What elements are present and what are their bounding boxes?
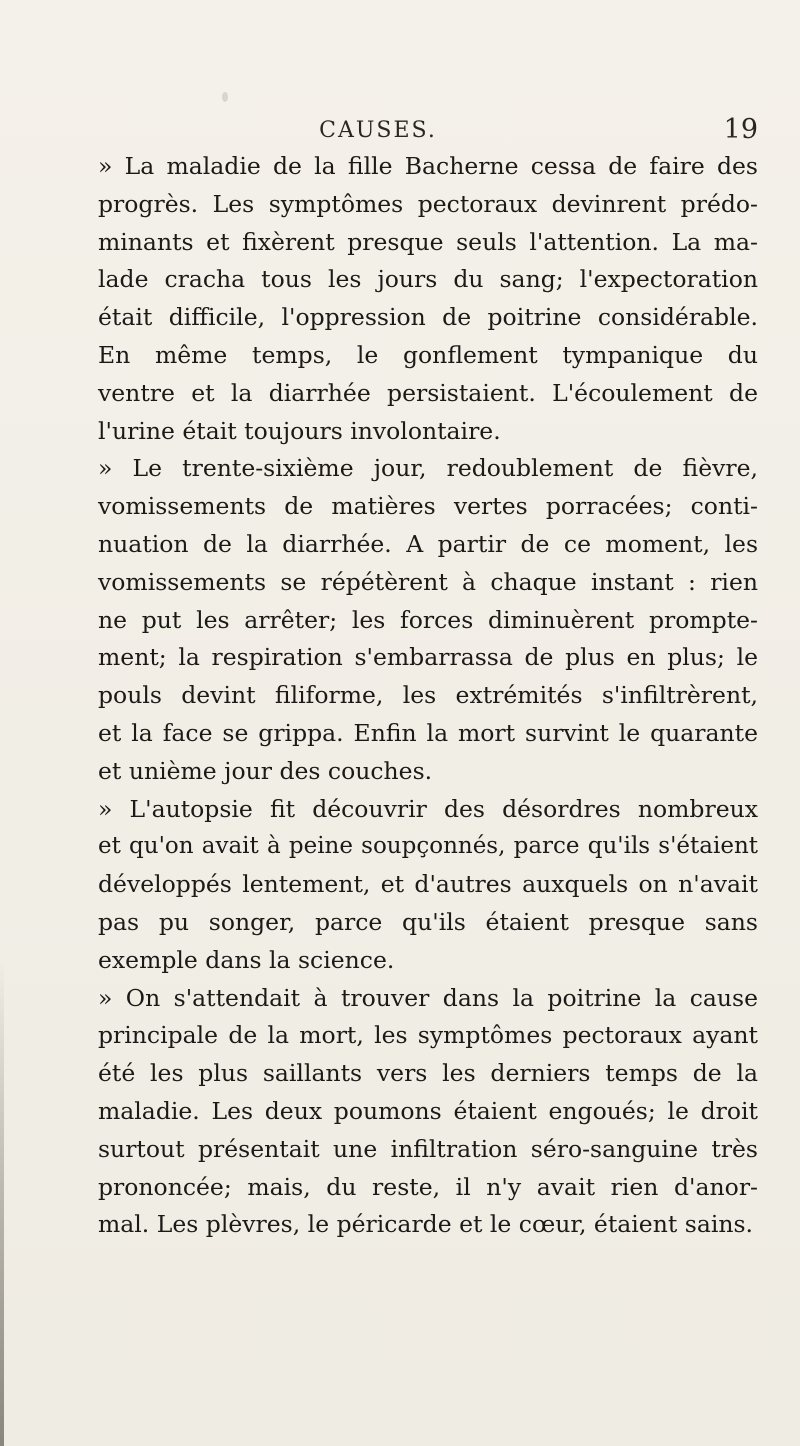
- paper-blemish: [222, 92, 228, 102]
- page-edge-shadow: [0, 960, 4, 1446]
- text-line: été les plus saillants vers les derniers temps de la: [98, 1059, 758, 1088]
- text-line: » On s'attendait à trouver dans la poitrine la cause: [98, 983, 758, 1012]
- text-line: et la face se grippa. Enfin la mort survint le quarante: [98, 718, 758, 747]
- text-line: En même temps, le gonflement tympanique du: [98, 340, 758, 369]
- page-number: 19: [723, 114, 758, 145]
- text-line: développés lentement, et d'autres auxquels on n'avait: [98, 870, 758, 899]
- body-text: [98, 148, 758, 1244]
- text-line: ne put les arrêter; les forces diminuèrent prompte-: [98, 605, 758, 634]
- text-line: nuation de la diarrhée. A partir de ce moment, les: [98, 529, 758, 558]
- text-line: lade cracha tous les jours du sang; l'expectoration: [98, 265, 758, 294]
- text-line: et unième jour des couches.: [98, 756, 433, 785]
- text-line: exemple dans la science.: [98, 945, 395, 974]
- text-line: vomissements de matières vertes porracées; conti-: [98, 492, 758, 521]
- text-line: progrès. Les symptômes pectoraux devinrent prédo-: [98, 189, 758, 218]
- text-line: maladie. Les deux poumons étaient engoués; le droit: [98, 1096, 758, 1125]
- text-line: pouls devint filiforme, les extrémités s'infiltrèrent,: [98, 681, 758, 710]
- text-line: » L'autopsie fit découvrir des désordres nombreux: [98, 794, 758, 823]
- text-line: l'urine était toujours involontaire.: [98, 416, 501, 445]
- text-line: surtout présentait une infiltration séro-sanguine très: [98, 1134, 758, 1163]
- text-line: ventre et la diarrhée persistaient. L'écoulement de: [98, 378, 758, 407]
- text-line: mal. Les plèvres, le péricarde et le cœur, étaient sains.: [98, 1210, 754, 1239]
- text-line: vomissements se répétèrent à chaque instant : rien: [98, 567, 758, 596]
- text-line: » La maladie de la fille Bacherne cessa de faire des: [98, 152, 758, 180]
- text-line: et qu'on avait à peine soupçonnés, parce qu'ils s'étaient: [98, 833, 758, 860]
- running-head-title: CAUSES.: [319, 118, 437, 143]
- text-line: était difficile, l'oppression de poitrine considérable.: [98, 303, 758, 332]
- text-line: prononcée; mais, du reste, il n'y avait rien d'anor-: [98, 1172, 758, 1201]
- text-line: pas pu songer, parce qu'ils étaient presque sans: [98, 907, 758, 936]
- text-line: minants et fixèrent presque seuls l'attention. La ma-: [98, 227, 758, 256]
- text-line: » Le trente-sixième jour, redoublement de fièvre,: [98, 454, 758, 483]
- text-line: ment; la respiration s'embarrassa de plus en plus; le: [98, 643, 758, 672]
- text-line: principale de la mort, les symptômes pectoraux ayant: [98, 1021, 758, 1050]
